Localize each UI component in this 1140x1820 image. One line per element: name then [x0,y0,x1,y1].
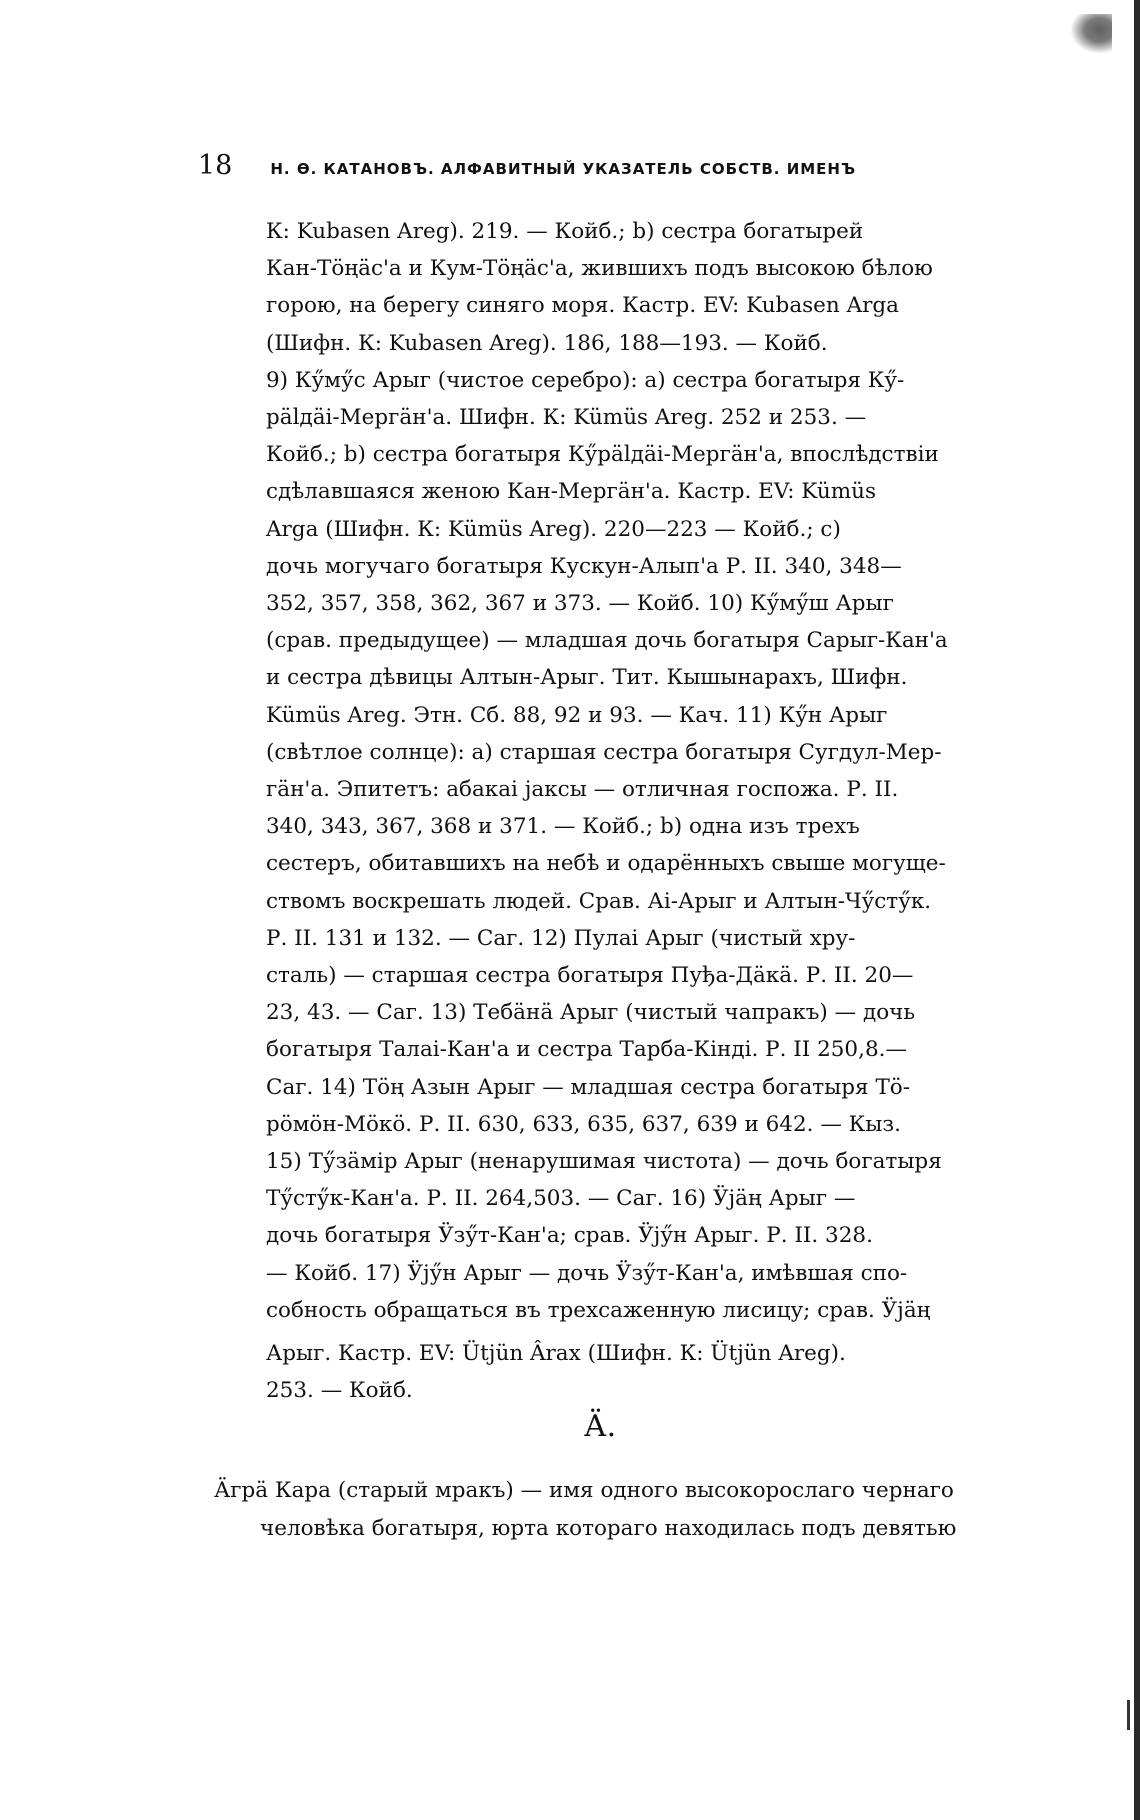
text-line: Arga (Шифн. К: Kümüs Areg). 220—223 — Койб.; с) [266,516,841,542]
text-line: 9) Кӳмӳс Арыг (чистое серебро): а) сестра богатыря Кӳ- [266,367,905,393]
text-line: 15) Тӳзӓмір Арыг (ненарушимая чистота) — дочь богатыря [266,1149,942,1175]
text-line: К: Kubasen Areg). 219. — Койб.; b) сестра богатырей [266,219,864,244]
text-line: Р. II. 131 и 132. — Саг. 12) Пулаі Арыг (чистый хру- [266,925,856,951]
entry-first-line: Ӓгрӓ Кара (старый мракъ) — имя одного высокорослаго чернаго [214,1478,954,1503]
text-line: ствомъ воскрешать людей. Срав. Аі-Арыг и Алтын-Чӳстӳк. [266,888,932,914]
text-line: 352, 357, 358, 362, 367 и 373. — Койб. 10) Кӳмӳш Арыг [266,591,894,617]
text-line: дочь богатыря Ӱзӳт-Кан'а; срав. Ӱјӳн Арыг. Р. II. 328. [266,1223,873,1249]
text-line: 340, 343, 367, 368 и 371. — Койб.; b) одна изъ трехъ [266,814,860,840]
entry-continuation-line: человѣка богатыря, юрта котораго находилась подъ девятью [260,1516,957,1541]
running-header [198,150,978,190]
text-line: собность обращаться въ трехсаженную лисицу; срав. Ӱјӓң [266,1297,931,1323]
index-entry-continuation [266,213,1038,1410]
running-title: Н. Ѳ. КАТАНОВЪ. АЛФАВИТНЫЙ УКАЗАТЕЛЬ СОБСТВ. ИМЕНЪ [270,160,857,178]
text-line: гӓн'а. Эпитетъ: абакаі јаксы — отличная госпожа. Р. II. [266,777,899,803]
text-line: сдѣлавшаяся женою Кан-Мергӓн'а. Кастр. EV: Kümüs [266,479,876,505]
text-line: Саг. 14) Тӧң Азын Арыг — младшая сестра богатыря Тӧ- [266,1074,911,1100]
page-edge-mark [1127,1700,1130,1730]
text-line: — Койб. 17) Ӱјӳн Арыг — дочь Ӱзӳт-Кан'а, имѣвшая спо- [266,1260,908,1286]
text-line: рӧмӧн-Мӧкӧ. Р. II. 630, 633, 635, 637, 639 и 642. — Кыз. [266,1111,901,1137]
text-line: сестеръ, обитавшихъ на небѣ и одарённыхъ свыше могуще- [266,851,946,877]
text-line: (свѣтлое солнце): а) старшая сестра богатыря Сугдул-Мер- [266,739,942,765]
text-line: Kümüs Areg. Этн. Сб. 88, 92 и 93. — Кач. 11) Кӳн Арыг [266,702,888,728]
text-line: сталь) — старшая сестра богатыря Пуђа-Дӓкӓ. Р. II. 20— [266,963,914,989]
page-number: 18 [198,150,233,181]
page-edge-shadow [1134,0,1140,1820]
index-entry [214,1472,1038,1548]
text-line: Тӳстӳк-Кан'а. Р. II. 264,503. — Саг. 16) Ӱјӓң Арыг — [266,1186,856,1212]
text-line: горою, на берегу синяго моря. Кастр. EV: Kubasen Arga [266,293,899,319]
text-line: Арыг. Кастр. EV: Ütjün Ârax (Шифн. К: Ütjün Areg). [266,1341,846,1367]
text-line: Койб.; b) сестра богатыря Кӳрӓlдӓi-Мергӓн'а, впослѣдствіи [266,442,939,468]
text-line: дочь могучаго богатыря Кускун-Алып'а Р. II. 340, 348— [266,553,902,579]
text-line: 253. — Койб. [266,1378,413,1404]
text-line: Кан-Тӧңӓс'а и Кум-Тӧңӓс'а, жившихъ подъ высокою бѣлою [266,256,933,282]
text-line: и сестра дѣвицы Алтын-Арыг. Тит. Кышынарахъ, Шифн. [266,665,908,691]
text-line: (срав. предыдущее) — младшая дочь богатыря Сарыг-Кан'а [266,628,948,654]
text-line: богатыря Талаі-Кан'а и сестра Тарба-Кінді. Р. II 250,8.— [266,1037,907,1063]
section-letter-heading: Ӓ. [583,1409,617,1444]
scan-smudge [1070,14,1112,54]
text-line: рӓlдӓi-Мергӓн'а. Шифн. К: Kümüs Areg. 252 и 253. — [266,405,867,431]
text-line: (Шифн. К: Kubasen Areg). 186, 188—193. — Койб. [266,330,828,356]
text-line: 23, 43. — Саг. 13) Тебӓнӓ Арыг (чистый чапракъ) — дочь [266,1000,916,1026]
